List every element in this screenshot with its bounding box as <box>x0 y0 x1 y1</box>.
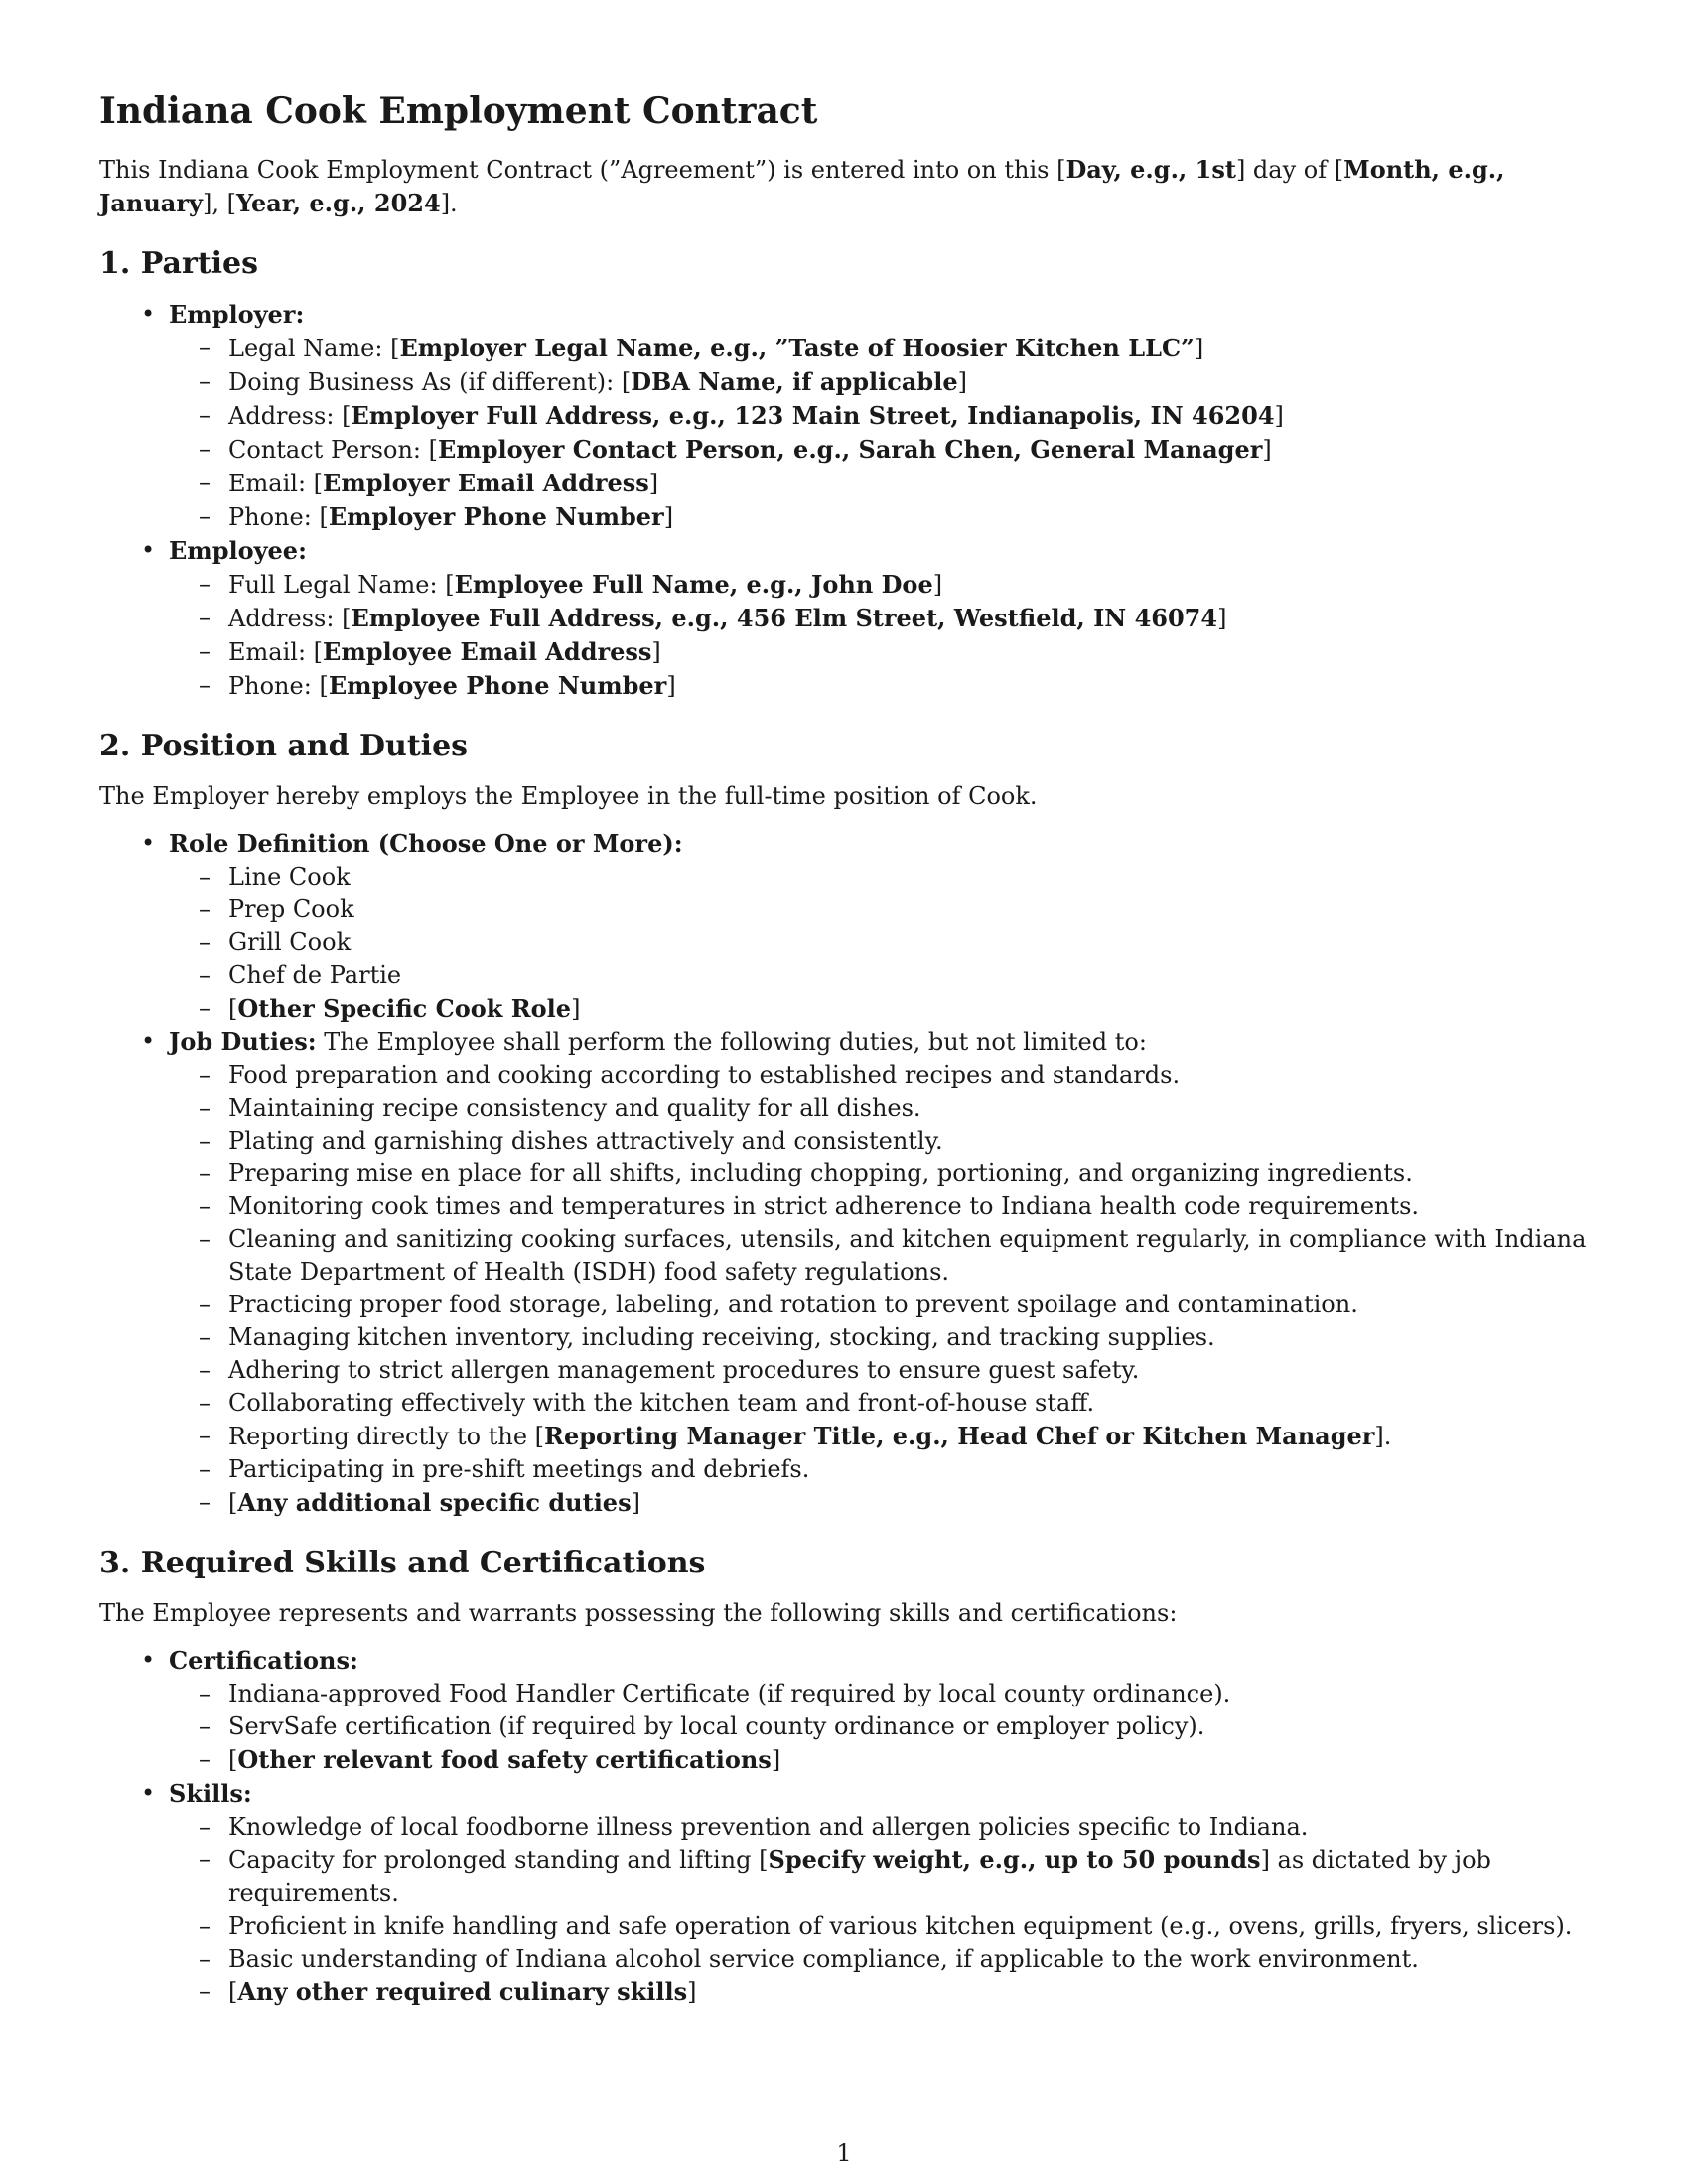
list-item: – [Other Specific Cook Role] <box>228 992 1589 1025</box>
list-item: – Legal Name: [Employer Legal Name, e.g., ”Taste of Hoosier Kitchen LLC”] <box>228 332 1589 365</box>
list-item: – Plating and garnishing dishes attractively and consistently. <box>228 1125 1589 1158</box>
certifications-item: • Certifications: – Indiana-approved Food Handler Certificate (if required by local county ordinance). – ServSafe certification (if required by local county ordinance or employer policy). – [Other relevant food safety certifications] <box>169 1644 1589 1777</box>
list-item: – Address: [Employer Full Address, e.g., 123 Main Street, Indianapolis, IN 46204] <box>228 399 1589 433</box>
document-page <box>99 87 1589 2009</box>
skills-list <box>99 1644 1589 2009</box>
list-item: – Participating in pre-shift meetings and debriefs. <box>228 1453 1589 1486</box>
list-item: – Grill Cook <box>228 926 1589 959</box>
month-placeholder: Month, e.g., January <box>99 155 1505 217</box>
list-item: – Reporting directly to the [Reporting Manager Title, e.g., Head Chef or Kitchen Manager]. <box>228 1420 1589 1453</box>
employer-details <box>169 332 1589 534</box>
list-item: – Line Cook <box>228 861 1589 893</box>
list-item: – [Other relevant food safety certifications] <box>228 1743 1589 1777</box>
list-item: – Phone: [Employee Phone Number] <box>228 669 1589 703</box>
list-item: – Food preparation and cooking according to established recipes and standards. <box>228 1059 1589 1092</box>
list-item: – Maintaining recipe consistency and quality for all dishes. <box>228 1092 1589 1125</box>
list-item: – Monitoring cook times and temperatures in strict adherence to Indiana health code requirements. <box>228 1190 1589 1223</box>
position-list <box>99 827 1589 1520</box>
certifications-list <box>169 1678 1589 1777</box>
list-item: – Indiana-approved Food Handler Certificate (if required by local county ordinance). <box>228 1678 1589 1710</box>
list-item: – Prep Cook <box>228 893 1589 926</box>
employee-details <box>169 568 1589 703</box>
section-heading-parties: 1. Parties <box>99 246 258 281</box>
parties-list <box>99 298 1589 703</box>
list-item: – Address: [Employee Full Address, e.g., 456 Elm Street, Westfield, IN 46074] <box>228 602 1589 635</box>
list-item: – ServSafe certification (if required by local county ordinance or employer policy). <box>228 1710 1589 1743</box>
section-heading-position: 2. Position and Duties <box>99 729 469 763</box>
employee-item: • Employee: – Full Legal Name: [Employee Full Name, e.g., John Doe] – Address: [Employee Full Address, e.g., 456 Elm Street, Westfield, IN 46074] – Email: [Employee Email Address] – Phone: [Employee Phone Number] <box>169 534 1589 703</box>
list-item: – Capacity for prolonged standing and lifting [Specify weight, e.g., up to 50 pounds] as dictated by job requirements. <box>228 1843 1589 1910</box>
page-number: 1 <box>836 2139 852 2167</box>
list-item: – Collaborating effectively with the kitchen team and front-of-house staff. <box>228 1387 1589 1420</box>
page-title: Indiana Cook Employment Contract <box>99 90 818 132</box>
list-item: – [Any other required culinary skills] <box>228 1976 1589 2009</box>
list-item: – Cleaning and sanitizing cooking surfaces, utensils, and kitchen equipment regularly, in compliance with Indiana State Department of Health (ISDH) food safety regulations. <box>228 1223 1589 1289</box>
list-item: – Preparing mise en place for all shifts, including chopping, portioning, and organizing ingredients. <box>228 1158 1589 1190</box>
list-item: – Chef de Partie <box>228 959 1589 992</box>
section-heading-skills: 3. Required Skills and Certifications <box>99 1546 706 1580</box>
year-placeholder: Year, e.g., 2024 <box>235 189 441 217</box>
duties-list <box>169 1059 1589 1520</box>
list-item: – Practicing proper food storage, labeling, and rotation to prevent spoilage and contamination. <box>228 1289 1589 1321</box>
list-item: – Doing Business As (if different): [DBA Name, if applicable] <box>228 365 1589 399</box>
employer-item: • Employer: – Legal Name: [Employer Legal Name, e.g., ”Taste of Hoosier Kitchen LLC”] – Doing Business As (if different): [DBA Name, if applicable] – Address: [Employer Full Address, e.g., 123 Main Street, Indianapolis, IN 46204] – Contact Person: [Employer Contact Person, e.g., Sarah Chen, General Manager] – Email: [Employer Email Address] – Phone: [Employer Phone Number] <box>169 298 1589 534</box>
day-placeholder: Day, e.g., 1st <box>1065 155 1236 184</box>
job-duties-item: • Job Duties: The Employee shall perform the following duties, but not limited to: – Food preparation and cooking according to established recipes and standards. – Maintaining recipe consistency and quality for all dishes. – Plating and garnishing dishes attractively and consistently. – Preparing mise en place for all shifts, including chopping, portioning, and organizing ingredients. – Monitoring cook times and temperatures in strict adherence to Indiana health code requirements. – Cleaning and sanitizing cooking surfaces, utensils, and kitchen equipment regularly, in compliance with Indiana State Department of Health (ISDH) food safety regulations. – Practicing proper food storage, labeling, and rotation to prevent spoilage and contamination. – Managing kitchen inventory, including receiving, stocking, and tracking supplies. – Adhering to strict allergen management procedures to ensure guest safety. – Collaborating effectively with the kitchen team and front-of-house staff. – Reporting directly to the [Reporting Manager Title, e.g., Head Chef or Kitchen Manager]. – Participating in pre-shift meetings and debriefs. – [Any additional specific duties] <box>169 1025 1589 1520</box>
list-item: – Proficient in knife handling and safe operation of various kitchen equipment (e.g., ovens, grills, fryers, slicers). <box>228 1910 1589 1943</box>
roles-list <box>169 861 1589 1025</box>
skills-detail-list <box>169 1811 1589 2009</box>
position-intro: The Employer hereby employs the Employee in the full-time position of Cook. <box>99 782 1038 810</box>
list-item: – Phone: [Employer Phone Number] <box>228 500 1589 534</box>
list-item: – Email: [Employer Email Address] <box>228 467 1589 500</box>
list-item: – [Any additional specific duties] <box>228 1486 1589 1520</box>
list-item: – Knowledge of local foodborne illness prevention and allergen policies specific to Indiana. <box>228 1811 1589 1843</box>
list-item: – Managing kitchen inventory, including receiving, stocking, and tracking supplies. <box>228 1321 1589 1354</box>
intro-paragraph: This Indiana Cook Employment Contract (”Agreement”) is entered into on this [Day, e.g., 1st] day of [Month, e.g., January], [Year, e.g., 2024]. <box>99 155 1505 217</box>
list-item: – Full Legal Name: [Employee Full Name, e.g., John Doe] <box>228 568 1589 602</box>
list-item: – Adhering to strict allergen management procedures to ensure guest safety. <box>228 1354 1589 1387</box>
list-item: – Contact Person: [Employer Contact Person, e.g., Sarah Chen, General Manager] <box>228 433 1589 467</box>
list-item: – Basic understanding of Indiana alcohol service compliance, if applicable to the work environment. <box>228 1943 1589 1976</box>
skills-intro: The Employee represents and warrants possessing the following skills and certifications: <box>99 1599 1178 1627</box>
role-definition-item: • Role Definition (Choose One or More): – Line Cook – Prep Cook – Grill Cook – Chef de Partie – [Other Specific Cook Role] <box>169 827 1589 1025</box>
skills-item: • Skills: – Knowledge of local foodborne illness prevention and allergen policies specific to Indiana. – Capacity for prolonged standing and lifting [Specify weight, e.g., up to 50 pounds] as dictated by job requirements. – Proficient in knife handling and safe operation of various kitchen equipment (e.g., ovens, grills, fryers, slicers). – Basic understanding of Indiana alcohol service compliance, if applicable to the work environment. – [Any other required culinary skills] <box>169 1777 1589 2009</box>
list-item: – Email: [Employee Email Address] <box>228 635 1589 669</box>
